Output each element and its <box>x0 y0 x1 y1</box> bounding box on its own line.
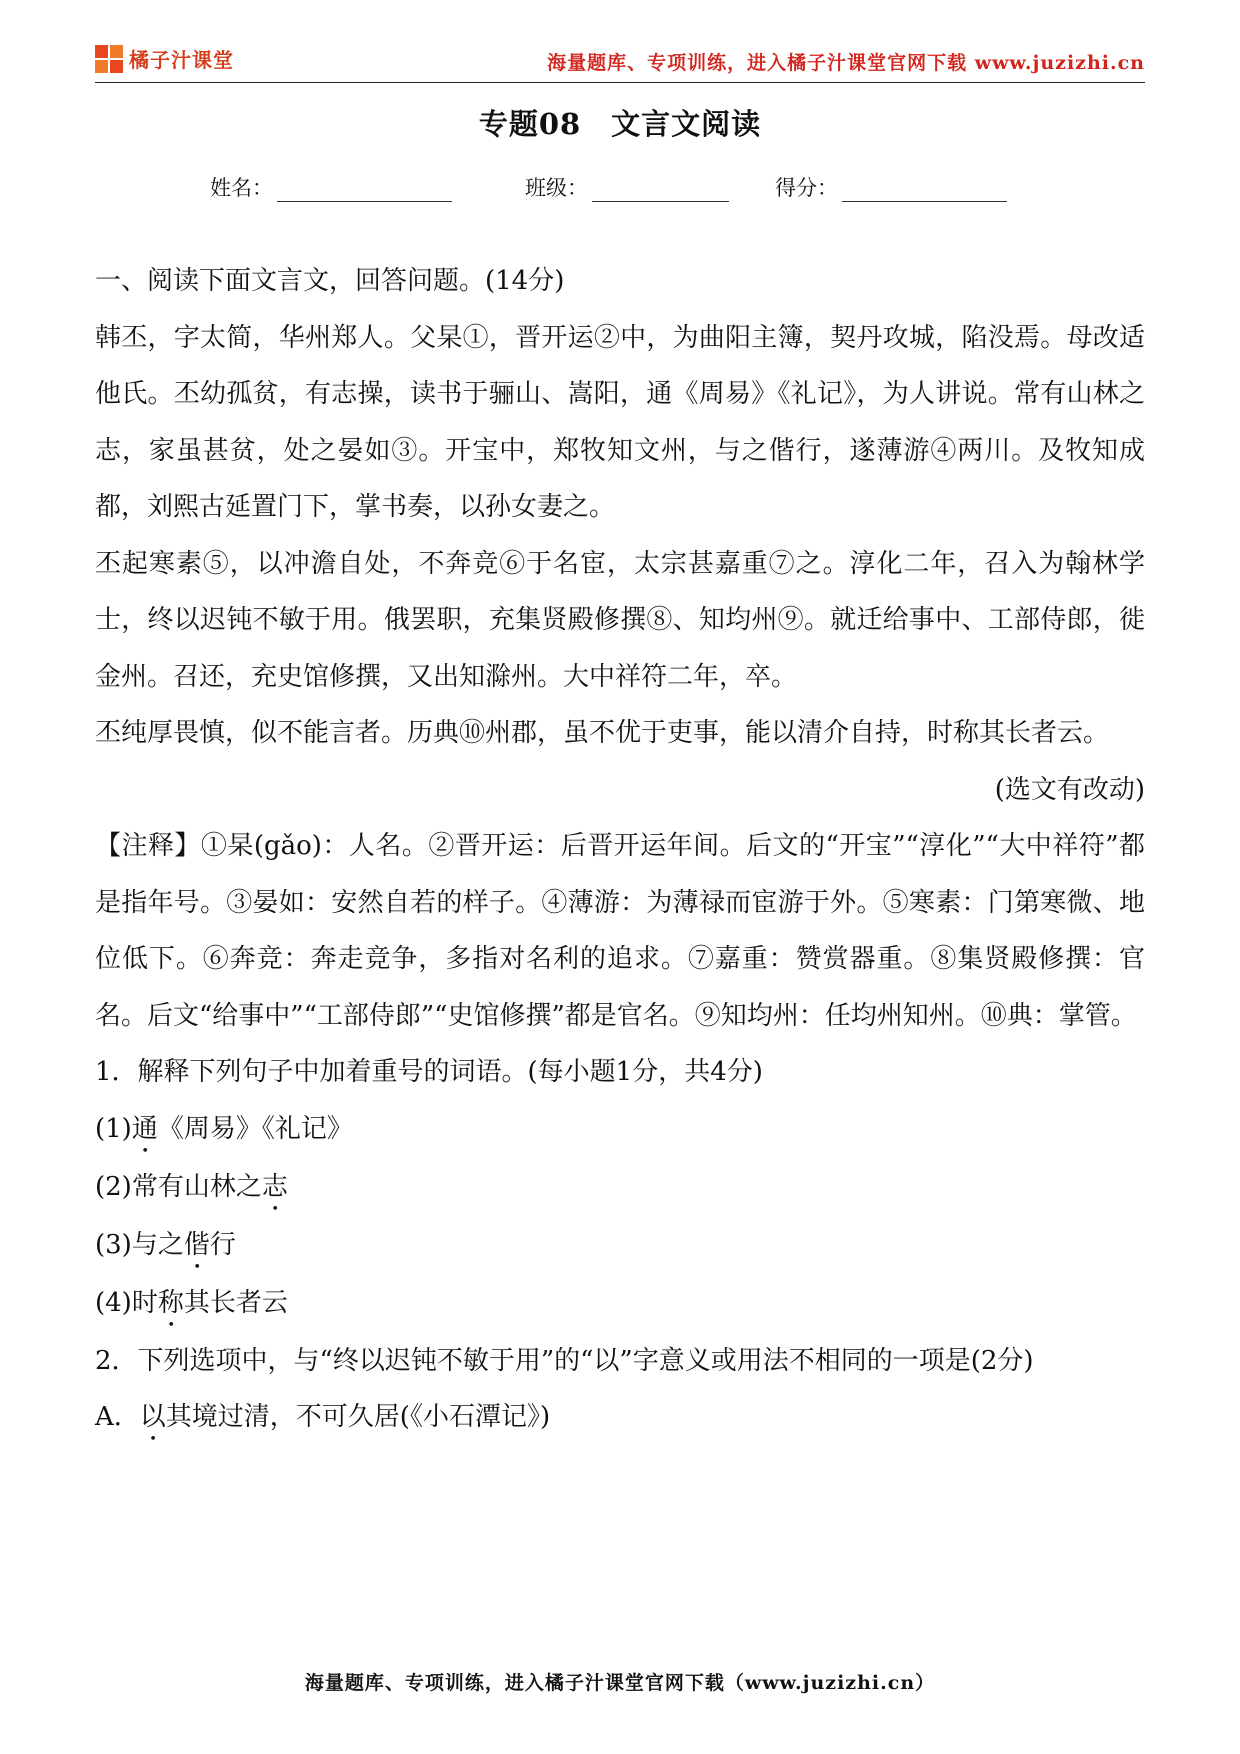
brand-name: 橘子汁课堂 <box>129 48 234 72</box>
brand-logo <box>95 44 234 73</box>
source-note: (选文有改动) <box>994 774 1145 805</box>
question-2-option-a: A．以其境过清，不可久居(《小石潭记》) <box>95 1402 551 1432</box>
header-slogan-link[interactable]: 海量题库、专项训练，进入橘子汁课堂官网下载 www.juzizhi.cn <box>547 52 1145 74</box>
passage-paragraph-2: 丕起寒素⑤，以冲澹自处，不奔竞⑥于名宦，太宗甚嘉重⑦之。淳化二年，召入为翰林学士，终以迟钝不敏于用。俄罢职，充集贤殿修撰⑧、知均州⑨。就迁给事中、工部侍郎，徙金州。召还，充史馆修撰，又出知滁州。大中祥符二年，卒。 <box>95 548 1145 692</box>
question-1-item-2: (2)常有山林之志 <box>95 1171 288 1202</box>
class-blank <box>592 179 729 202</box>
emphasized-word: 志 <box>261 1171 288 1202</box>
annotation-notes: 【注释】①杲(gǎo)：人名。②晋开运：后晋开运年间。后文的“开宝”“淳化”“大中祥符”都是指年号。③晏如：安然自若的样子。④薄游：为薄禄而宦游于外。⑤寒素：门第寒微、地位低下。⑥奔竞：奔走竞争，多指对名利的追求。⑦嘉重：赞赏器重。⑧集贤殿修撰：官名。后文“给事中”“工部侍郎”“史馆修撰”都是官名。⑨知均州：任均州知州。⑩典：掌管。 <box>95 831 1145 1031</box>
passage-paragraph-1: 韩丕，字太简，华州郑人。父杲①，晋开运②中，为曲阳主簿，契丹攻城，陷没焉。母改适他氏。丕幼孤贫，有志操，读书于骊山、嵩阳，通《周易》《礼记》，为人讲说。常有山林之志，家虽甚贫，处之晏如③。开宝中，郑牧知文州，与之偕行，遂薄游④两川。及牧知成都，刘熙古延置门下，掌书奏，以孙女妻之。 <box>95 322 1145 522</box>
question-1-item-1: (1)通《周易》《礼记》 <box>95 1113 353 1144</box>
name-field <box>210 172 452 202</box>
score-label: 得分： <box>775 176 838 200</box>
brand-logo-icon <box>95 45 123 73</box>
score-field <box>775 172 1007 202</box>
passage-paragraph-3: 丕纯厚畏慎，似不能言者。历典⑩州郡，虽不优于吏事，能以清介自持，时称其长者云。 <box>95 718 1110 748</box>
page-footer: 海量题库、专项训练，进入橘子汁课堂官网下载（www.juzizhi.cn） <box>304 1672 936 1694</box>
score-blank <box>842 179 1007 202</box>
question-1-item-3: (3)与之偕行 <box>95 1229 236 1260</box>
class-field <box>525 172 729 202</box>
exam-content <box>95 253 1145 1447</box>
question-1-item-4: (4)时称其长者云 <box>95 1287 288 1318</box>
emphasized-word: 偕 <box>183 1229 210 1260</box>
question-1-stem: 1．解释下列句子中加着重号的词语。(每小题1分，共4分) <box>95 1057 763 1087</box>
emphasized-word: 称 <box>157 1287 184 1318</box>
section-heading: 一、阅读下面文言文，回答问题。(14分) <box>95 266 565 296</box>
question-2-stem: 2．下列选项中，与“终以迟钝不敏于用”的“以”字意义或用法不相同的一项是(2分) <box>95 1345 1034 1376</box>
emphasized-word: 以 <box>139 1402 166 1432</box>
page-title: 专题08 文言文阅读 <box>478 107 762 141</box>
class-label: 班级： <box>525 176 588 200</box>
page-header <box>95 38 1145 83</box>
name-label: 姓名： <box>210 176 273 200</box>
name-blank <box>277 179 452 202</box>
emphasized-word: 通 <box>131 1113 158 1144</box>
